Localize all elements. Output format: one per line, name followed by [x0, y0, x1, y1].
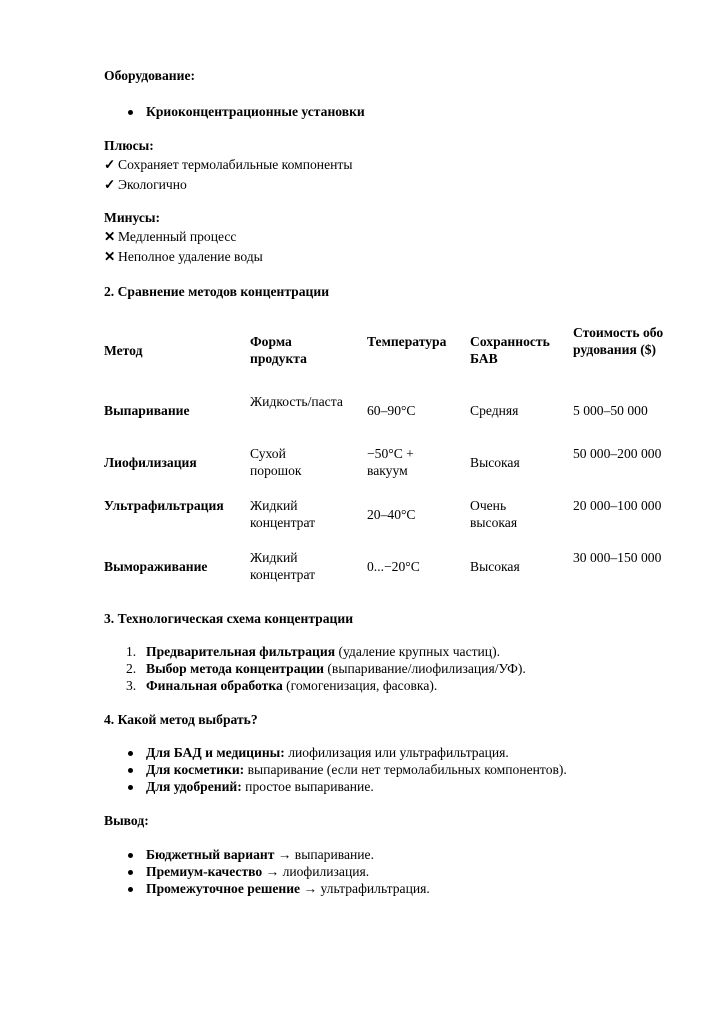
table-cell-temperature: 0...−20°C: [367, 559, 420, 574]
item-rest: простое выпаривание.: [241, 779, 374, 794]
table-cell-cost: 5 000–50 000: [573, 403, 648, 418]
section3-heading: 3. Технологическая схема концентрации: [104, 611, 354, 626]
table-cell-form: Сухой порошок: [250, 446, 302, 478]
item-bold: Для БАД и медицины:: [146, 745, 285, 760]
section4-heading: 4. Какой метод выбрать?: [104, 712, 258, 727]
equipment-item: Криоконцентрационные установки: [146, 104, 365, 119]
cons-item: [104, 247, 263, 266]
item-bold: Промежуточное решение: [146, 881, 301, 896]
table-cell-temperature: −50°C + вакуум: [367, 446, 414, 478]
bullet-dot: [128, 110, 133, 115]
item-bold: Бюджетный вариант: [146, 847, 275, 862]
conclusion-heading: Вывод:: [104, 813, 149, 828]
step-bold: Предварительная фильтрация: [146, 644, 336, 659]
pros-item-text: Сохраняет термолабильные компоненты: [118, 157, 353, 172]
table-cell-cost: 50 000–200 000: [573, 446, 662, 461]
table-cell-bav: Очень высокая: [470, 498, 518, 530]
cons-item-text: Медленный процесс: [118, 229, 237, 244]
item-rest: → лиофилизация.: [262, 864, 370, 879]
item-rest: → ультрафильтрация.: [300, 881, 430, 896]
item-bold: Премиум-качество: [146, 864, 263, 879]
table-cell-bav: Средняя: [470, 403, 519, 418]
table-cell-bav: Высокая: [470, 559, 520, 574]
step-rest: (выпаривание/лиофилизация/УФ).: [324, 661, 526, 676]
table-cell-method: Вымораживание: [104, 559, 208, 574]
step-rest: (гомогенизация, фасовка).: [282, 678, 438, 693]
table-cell-method: Ультрафильтрация: [104, 498, 224, 513]
check-icon: ✓: [104, 157, 116, 172]
table-cell-temperature: 20–40°C: [367, 507, 416, 522]
item-bold: Для косметики:: [146, 762, 245, 777]
step-bold: Финальная обработка: [146, 678, 283, 693]
pros-item-text: Экологично: [118, 177, 187, 192]
step-number: 3.: [126, 678, 137, 693]
table-cell-form: Жидкость/паста: [250, 394, 343, 409]
pros-heading: Плюсы:: [104, 138, 154, 153]
table-header-method: Метод: [104, 343, 143, 358]
table-cell-bav: Высокая: [470, 455, 520, 470]
table-cell-cost: 20 000–100 000: [573, 498, 662, 513]
table-cell-form: Жидкий концентрат: [250, 498, 316, 530]
bullet-dot: [128, 853, 133, 858]
item-bold: Для удобрений:: [146, 779, 242, 794]
cons-item-text: Неполное удаление воды: [118, 249, 263, 264]
table-cell-form: Жидкий концентрат: [250, 550, 316, 582]
pros-item: [104, 155, 352, 174]
table-header-cost: Стоимость оборудования ($): [573, 325, 664, 357]
bullet-dot: [128, 887, 133, 892]
list-item: [146, 879, 430, 898]
equipment-heading: Оборудование:: [104, 68, 196, 83]
item-rest: → выпаривание.: [274, 847, 374, 862]
table-cell-cost: 30 000–150 000: [573, 550, 662, 565]
cons-item: [104, 227, 236, 246]
cons-heading: Минусы:: [104, 210, 161, 225]
check-icon: ✓: [104, 177, 116, 192]
table-cell-method: Лиофилизация: [104, 455, 197, 470]
table-header-form: Форма продукта: [250, 334, 307, 366]
ordered-list-item: [126, 676, 438, 695]
bullet-dot: [128, 785, 133, 790]
cross-icon: ✕: [104, 249, 116, 264]
step-number: 1.: [126, 644, 137, 659]
pros-item: [104, 175, 187, 194]
list-item: [146, 777, 374, 796]
bullet-dot: [128, 768, 133, 773]
step-number: 2.: [126, 661, 137, 676]
item-rest: выпаривание (если нет термолабильных компонентов).: [244, 762, 567, 777]
table-header-bav: Сохранность БАВ: [470, 334, 550, 366]
table-cell-temperature: 60–90°C: [367, 403, 416, 418]
bullet-dot: [128, 751, 133, 756]
cross-icon: ✕: [104, 229, 116, 244]
table-cell-method: Выпаривание: [104, 403, 190, 418]
table-header-temperature: Температура: [367, 334, 447, 349]
step-bold: Выбор метода концентрации: [146, 661, 324, 676]
section2-heading: 2. Сравнение методов концентрации: [104, 284, 330, 299]
item-rest: лиофилизация или ультрафильтрация.: [284, 745, 509, 760]
bullet-dot: [128, 870, 133, 875]
step-rest: (удаление крупных частиц).: [335, 644, 501, 659]
